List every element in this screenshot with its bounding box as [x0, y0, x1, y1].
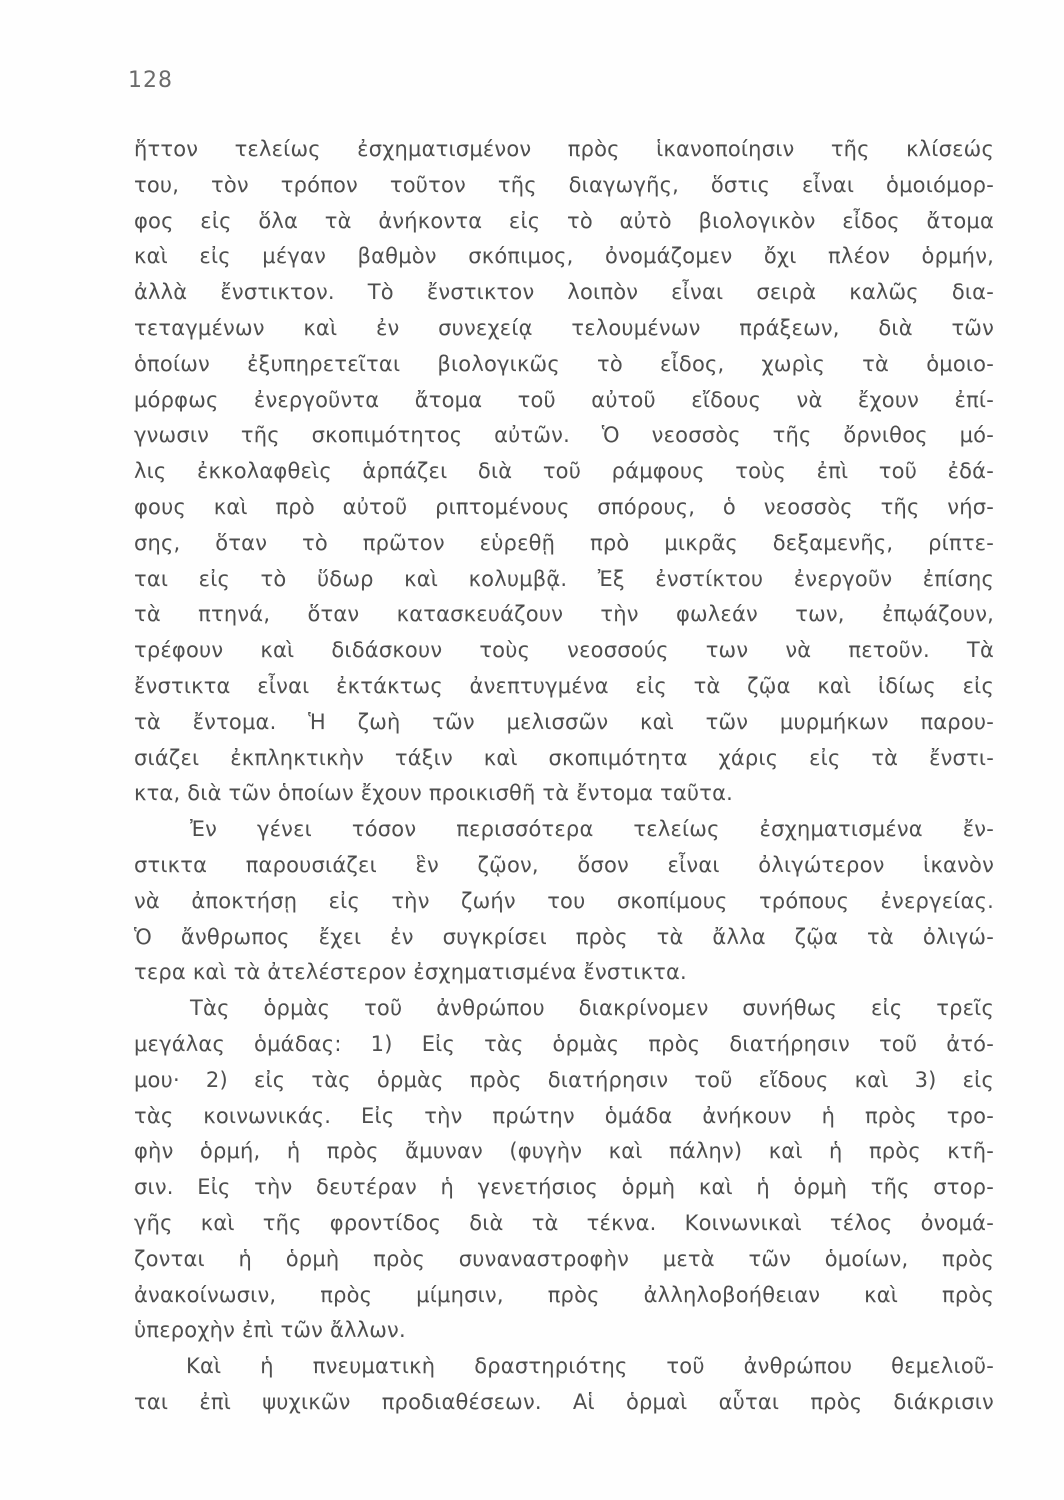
text-line: σιν. Εἰς τὴν δευτέραν ἡ γενετήσιος ὁρμὴ καὶ ἡ ὁρμὴ τῆς στορ-	[134, 1175, 994, 1200]
text-line: κτα, διὰ τῶν ὁποίων ἔχουν προικισθῆ τὰ ἔντομα ταῦτα.	[134, 781, 734, 806]
text-line: ὁποίων ἐξυπηρετεῖται βιολογικῶς τὸ εἶδος, χωρὶς τὰ ὁμοιο-	[134, 351, 994, 376]
body-text	[134, 132, 994, 1421]
text-line: ἀλλὰ ἔνστικτον. Τὸ ἔνστικτον λοιπὸν εἶναι σειρὰ καλῶς δια-	[134, 280, 994, 305]
text-line: καὶ εἰς μέγαν βαθμὸν σκόπιμος, ὀνομάζομεν ὄχι πλέον ὁρμήν,	[134, 244, 994, 269]
text-line: τὰ πτηνά, ὅταν κατασκευάζουν τὴν φωλεάν των, ἐπῳάζουν,	[134, 602, 994, 627]
text-line: ζονται ἡ ὁρμὴ πρὸς συναναστροφὴν μετὰ τῶν ὁμοίων, πρὸς	[134, 1246, 994, 1271]
text-line: Τὰς ὁρμὰς τοῦ ἀνθρώπου διακρίνομεν συνήθως εἰς τρεῖς	[190, 996, 994, 1021]
text-line: σης, ὅταν τὸ πρῶτον εὑρεθῇ πρὸ μικρᾶς δεξαμενῆς, ρίπτε-	[134, 530, 994, 555]
text-line: ἀνακοίνωσιν, πρὸς μίμησιν, πρὸς ἀλληλοβοήθειαν καὶ πρὸς	[134, 1282, 994, 1307]
text-line: φους καὶ πρὸ αὐτοῦ ριπτομένους σπόρους, ὁ νεοσσὸς τῆς νήσ-	[134, 494, 994, 519]
text-line: Ἐν γένει τόσον περισσότερα τελείως ἐσχηματισμένα ἔν-	[190, 817, 994, 842]
text-line: γῆς καὶ τῆς φροντίδος διὰ τὰ τέκνα. Κοινωνικαὶ τέλος ὀνομά-	[134, 1210, 994, 1235]
text-line: τὰ ἔντομα. Ἡ ζωὴ τῶν μελισσῶν καὶ τῶν μυρμήκων παρου-	[134, 709, 994, 734]
text-line: μόρφως ἐνεργοῦντα ἄτομα τοῦ αὐτοῦ εἴδους νὰ ἔχουν ἐπί-	[134, 387, 994, 412]
text-line: λις ἐκκολαφθεὶς ἁρπάζει διὰ τοῦ ράμφους τοὺς ἐπὶ τοῦ ἐδά-	[134, 459, 994, 484]
text-line: Καὶ ἡ πνευματικὴ δραστηριότης τοῦ ἀνθρώπου θεμελιοῦ-	[186, 1354, 994, 1379]
text-line: ται ἐπὶ ψυχικῶν προδιαθέσεων. Αἱ ὁρμαὶ αὗται πρὸς διάκρισιν	[134, 1389, 994, 1414]
text-line: ὑπεροχὴν ἐπὶ τῶν ἄλλων.	[134, 1318, 406, 1343]
text-line: τεταγμένων καὶ ἐν συνεχείᾳ τελουμένων πράξεων, διὰ τῶν	[134, 315, 994, 340]
text-line: γνωσιν τῆς σκοπιμότητος αὐτῶν. Ὁ νεοσσὸς τῆς ὄρνιθος μό-	[134, 423, 994, 448]
text-line: νὰ ἀποκτήσῃ εἰς τὴν ζωήν του σκοπίμους τρόπους ἐνεργείας.	[134, 888, 994, 913]
text-line: στικτα παρουσιάζει ἓν ζῷον, ὅσον εἶναι ὀλιγώτερον ἱκανὸν	[134, 852, 994, 877]
page-number: 128	[128, 68, 173, 93]
text-line: σιάζει ἐκπληκτικὴν τάξιν καὶ σκοπιμότητα χάρις εἰς τὰ ἔνστι-	[134, 745, 994, 770]
text-line: ται εἰς τὸ ὕδωρ καὶ κολυμβᾷ. Ἐξ ἐνστίκτου ἐνεργοῦν ἐπίσης	[134, 566, 994, 591]
text-line: τὰς κοινωνικάς. Εἰς τὴν πρώτην ὁμάδα ἀνήκουν ἡ πρὸς τρο-	[134, 1103, 994, 1128]
text-line: ἥττον τελείως ἐσχηματισμένον πρὸς ἱκανοποίησιν τῆς κλίσεώς	[134, 137, 994, 161]
text-line: μου· 2) εἰς τὰς ὁρμὰς πρὸς διατήρησιν τοῦ εἴδους καὶ 3) εἰς	[134, 1067, 994, 1092]
text-line: τρέφουν καὶ διδάσκουν τοὺς νεοσσούς των νὰ πετοῦν. Τὰ	[134, 638, 994, 663]
text-line: ἔνστικτα εἶναι ἐκτάκτως ἀνεπτυγμένα εἰς τὰ ζῷα καὶ ἰδίως εἰς	[134, 673, 994, 698]
text-line: φὴν ὁρμή, ἡ πρὸς ἄμυναν (φυγὴν καὶ πάλην) καὶ ἡ πρὸς κτῆ-	[134, 1139, 994, 1164]
text-line: Ὁ ἄνθρωπος ἔχει ἐν συγκρίσει πρὸς τὰ ἄλλα ζῷα τὰ ὀλιγώ-	[134, 924, 994, 949]
text-line: μεγάλας ὁμάδας: 1) Εἰς τὰς ὁρμὰς πρὸς διατήρησιν τοῦ ἀτό-	[134, 1031, 994, 1056]
text-line: του, τὸν τρόπον τοῦτον τῆς διαγωγῆς, ὅστις εἶναι ὁμοιόμορ-	[134, 172, 994, 197]
text-line: τερα καὶ τὰ ἀτελέστερον ἐσχηματισμένα ἔνστικτα.	[134, 960, 687, 985]
text-line: φος εἰς ὅλα τὰ ἀνήκοντα εἰς τὸ αὐτὸ βιολογικὸν εἶδος ἄτομα	[134, 208, 994, 233]
